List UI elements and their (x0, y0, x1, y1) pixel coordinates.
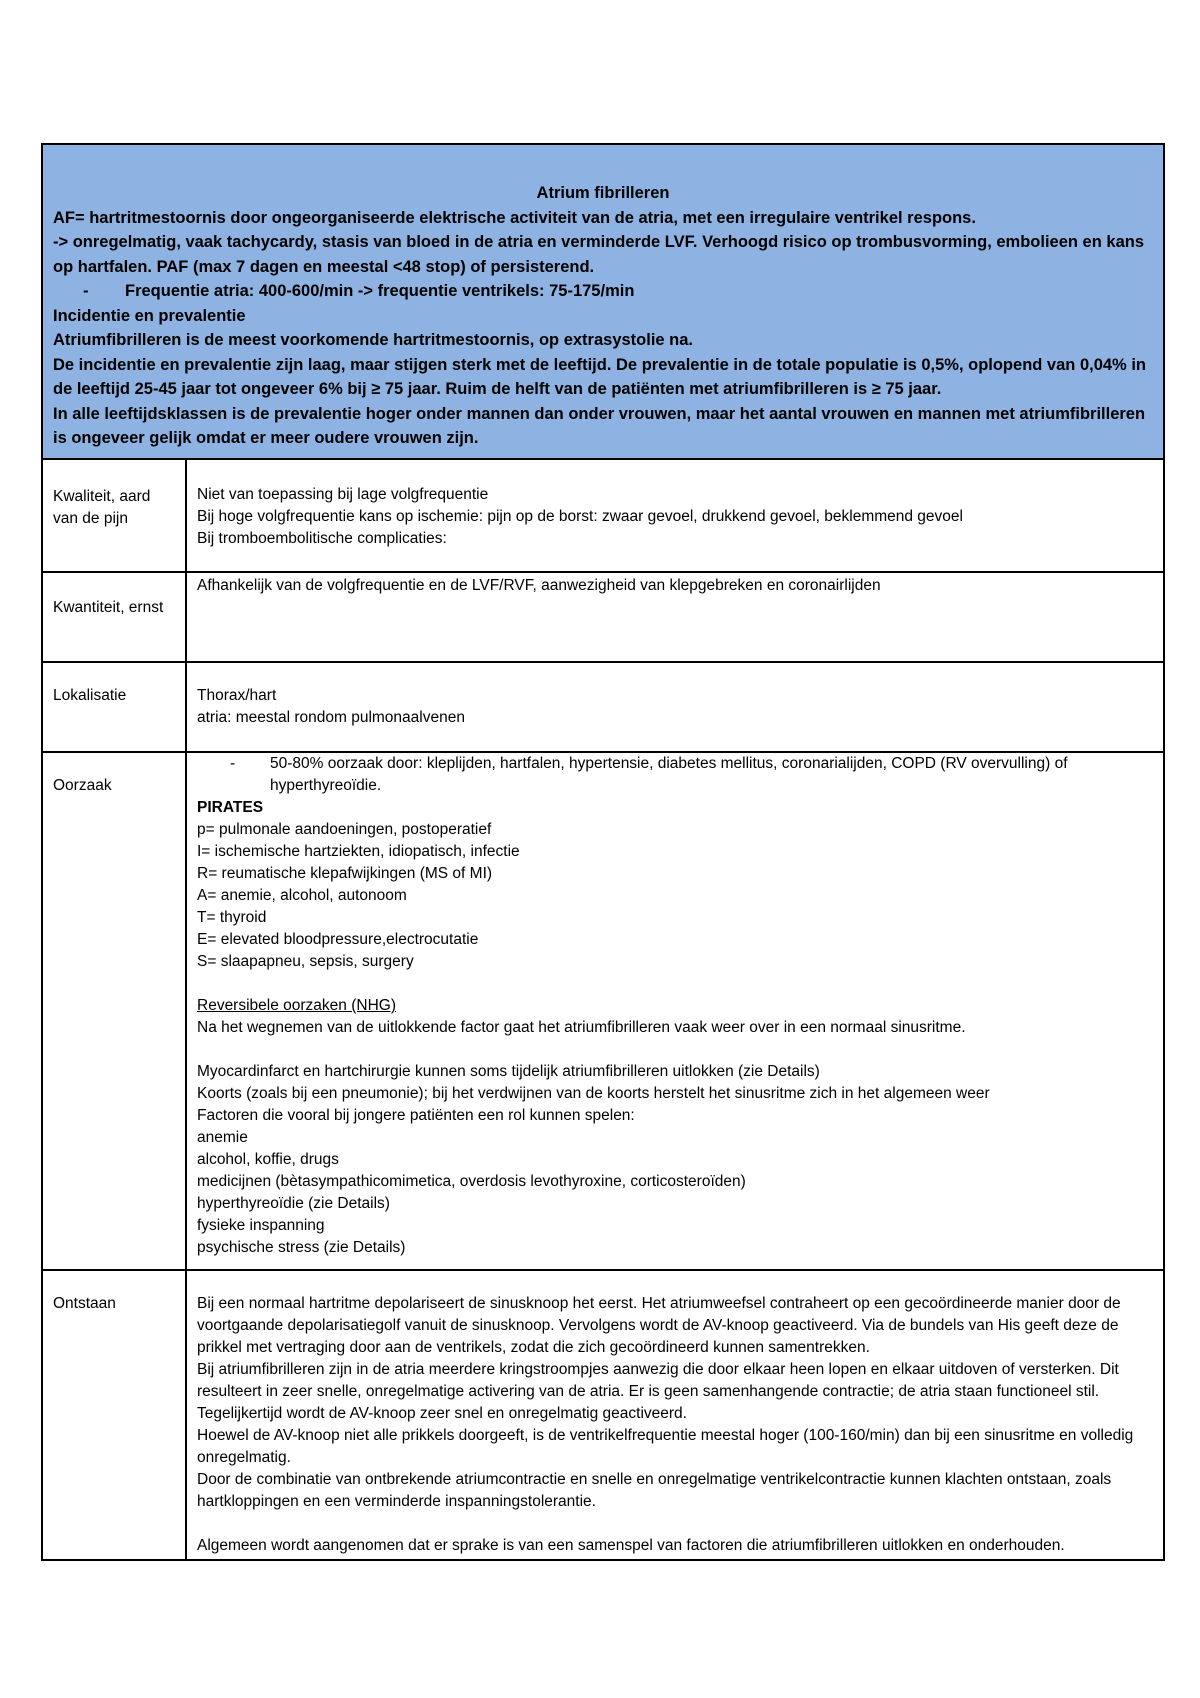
row-kwaliteit (42, 459, 1164, 572)
reversibel-text: Na het wegnemen van de uitlokkende factor gaat het atriumfibrilleren vaak weer over in een normaal sinusritme. (197, 1019, 966, 1036)
incidentie-line-2: De incidentie en prevalentie zijn laag, maar stijgen sterk met de leeftijd. De prevalentie in de totale populatie is 0,5%, oplopend van 0,04% in de leeftijd 25-45 jaar tot ongeveer 6% bij ≥ 75 jaar. Ruim de helft van de patiënten met atriumfibrilleren is ≥ 75 jaar. (53, 355, 1146, 398)
incidentie-line-3: In alle leeftijdsklassen is de prevalentie hoger onder mannen dan onder vrouwen, maar het aantal vrouwen en mannen met atriumfibrilleren is ongeveer gelijk omdat er meer oudere vrouwen zijn. (53, 404, 1146, 447)
text-line: Thorax/hart (197, 687, 277, 704)
reversibel-heading: Reversibele oorzaken (NHG) (197, 997, 396, 1014)
pirates-heading: PIRATES (197, 799, 264, 816)
factor-item: Myocardinfarct en hartchirurgie kunnen soms tijdelijk atriumfibrilleren uitlokken (zie Details) (197, 1063, 820, 1080)
row-content (186, 459, 1164, 572)
bullet-dash: - (83, 282, 89, 300)
incidentie-heading: Incidentie en prevalentie (53, 306, 246, 325)
factor-item: alcohol, koffie, drugs (197, 1151, 339, 1168)
row-kwantiteit (42, 572, 1164, 662)
factor-item: medicijnen (bètasympathicomimetica, overdosis levothyroxine, corticosteroïden) (197, 1173, 746, 1190)
factor-item: fysieke inspanning (197, 1217, 325, 1234)
header-summary: -> onregelmatig, vaak tachycardy, stasis van bloed in de atria en verminderde LVF. Verhoogd risico op trombusvorming, embolieen en kans op hartfalen. PAF (max 7 dagen en meestal <48 stop) of persisterend. (53, 233, 1144, 276)
ontstaan-paragraph: Bij een normaal hartritme depolariseert de sinusknoop het eerst. Het atriumweefsel contraheert op een gecoördineerde manier door de voortgaande depolarisatiegolf vanuit de sinusknoop. Vervolgens wordt de AV-knoop geactiveerd. Via de bundels van His geeft deze de prikkel met vertraging door aan de ventrikels, zodat die zich gecoördineerd kunnen samentrekken. (197, 1295, 1121, 1356)
row-label: Kwantiteit, ernst (42, 572, 186, 662)
oorzaak-bullet-text: 50-80% oorzaak door: kleplijden, hartfalen, hypertensie, diabetes mellitus, coronarialijden, COPD (RV overvulling) of hyperthyreoïdie. (270, 755, 1068, 794)
ontstaan-paragraph: Bij atriumfibrilleren zijn in de atria meerdere kringstroompjes aanwezig die door elkaar heen lopen en elkaar uitdoven of versterken. Dit resulteert in zeer snelle, onregelmatige activering van de atria. Er is geen samenhangende contractie; de atria staan functioneel stil. Tegelijkertijd wordt de AV-knoop zeer snel en onregelmatig geactiveerd. (197, 1361, 1119, 1422)
row-label: Oorzaak (42, 752, 186, 1270)
factor-item: Koorts (zoals bij een pneumonie); bij het verdwijnen van de koorts herstelt het sinusritme zich in het algemeen weer (197, 1085, 990, 1102)
text-line: Bij tromboembolitische complicaties: (197, 530, 447, 547)
bullet-dash: - (230, 755, 236, 772)
row-label: Kwaliteit, aard van de pijn (42, 459, 186, 572)
spacer (197, 973, 1153, 995)
ontstaan-paragraph: Door de combinatie van ontbrekende atriumcontractie en snelle en onregelmatige ventrikelcontractie kunnen klachten ontstaan, zoals hartkloppingen en een verminderde inspanningstolerantie. (197, 1471, 1112, 1510)
factor-item: hyperthyreoïdie (zie Details) (197, 1195, 390, 1212)
incidentie-line-1: Atriumfibrilleren is de meest voorkomende hartritmestoornis, op extrasystolie na. (53, 331, 694, 349)
atrium-fibrilleren-table (41, 143, 1165, 1561)
spacer (197, 1513, 1153, 1535)
factor-item: Factoren die vooral bij jongere patiënten een rol kunnen spelen: (197, 1107, 635, 1124)
document-title: Atrium fibrilleren (536, 184, 670, 202)
row-label: Ontstaan (42, 1270, 186, 1560)
ontstaan-paragraph: Hoewel de AV-knoop niet alle prikkels doorgeeft, is de ventrikelfrequentie meestal hoger (100-160/min) dan bij een sinusritme en volledig onregelmatig. (197, 1427, 1134, 1466)
row-content (186, 662, 1164, 752)
text-line: Bij hoge volgfrequentie kans op ischemie: pijn op de borst: zwaar gevoel, drukkend gevoel, beklemmend gevoel (197, 508, 963, 525)
header-row (42, 144, 1164, 459)
pirates-item: E= elevated bloodpressure,electrocutatie (197, 931, 479, 948)
pirates-item: p= pulmonale aandoeningen, postoperatief (197, 821, 492, 838)
pirates-item: S= slaapapneu, sepsis, surgery (197, 953, 414, 970)
row-content (186, 572, 1164, 662)
header-cell (42, 144, 1164, 459)
text-line: Niet van toepassing bij lage volgfrequentie (197, 486, 489, 503)
text-line: atria: meestal rondom pulmonaalvenen (197, 709, 465, 726)
text-line: Afhankelijk van de volgfrequentie en de LVF/RVF, aanwezigheid van klepgebreken en coronairlijden (197, 577, 881, 594)
factor-item: anemie (197, 1129, 248, 1146)
header-bullet (53, 279, 1153, 304)
oorzaak-bullet (197, 753, 1153, 797)
row-label: Lokalisatie (42, 662, 186, 752)
factor-item: psychische stress (zie Details) (197, 1239, 406, 1256)
pirates-item: T= thyroid (197, 909, 267, 926)
ontstaan-closing: Algemeen wordt aangenomen dat er sprake is van een samenspel van factoren die atriumfibrilleren uitlokken en onderhouden. (197, 1537, 1065, 1554)
spacer (197, 1039, 1153, 1061)
row-content (186, 1270, 1164, 1560)
pirates-item: R= reumatische klepafwijkingen (MS of MI) (197, 865, 493, 882)
row-lokalisatie (42, 662, 1164, 752)
pirates-item: A= anemie, alcohol, autonoom (197, 887, 407, 904)
row-content (186, 752, 1164, 1270)
pirates-item: I= ischemische hartziekten, idiopatisch, infectie (197, 843, 520, 860)
row-ontstaan (42, 1270, 1164, 1560)
header-definition: AF= hartritmestoornis door ongeorganiseerde elektrische activiteit van de atria, met een irregulaire ventrikel respons. (53, 208, 976, 227)
header-bullet-text: Frequentie atria: 400-600/min -> frequentie ventrikels: 75-175/min (125, 282, 635, 300)
row-oorzaak (42, 752, 1164, 1270)
